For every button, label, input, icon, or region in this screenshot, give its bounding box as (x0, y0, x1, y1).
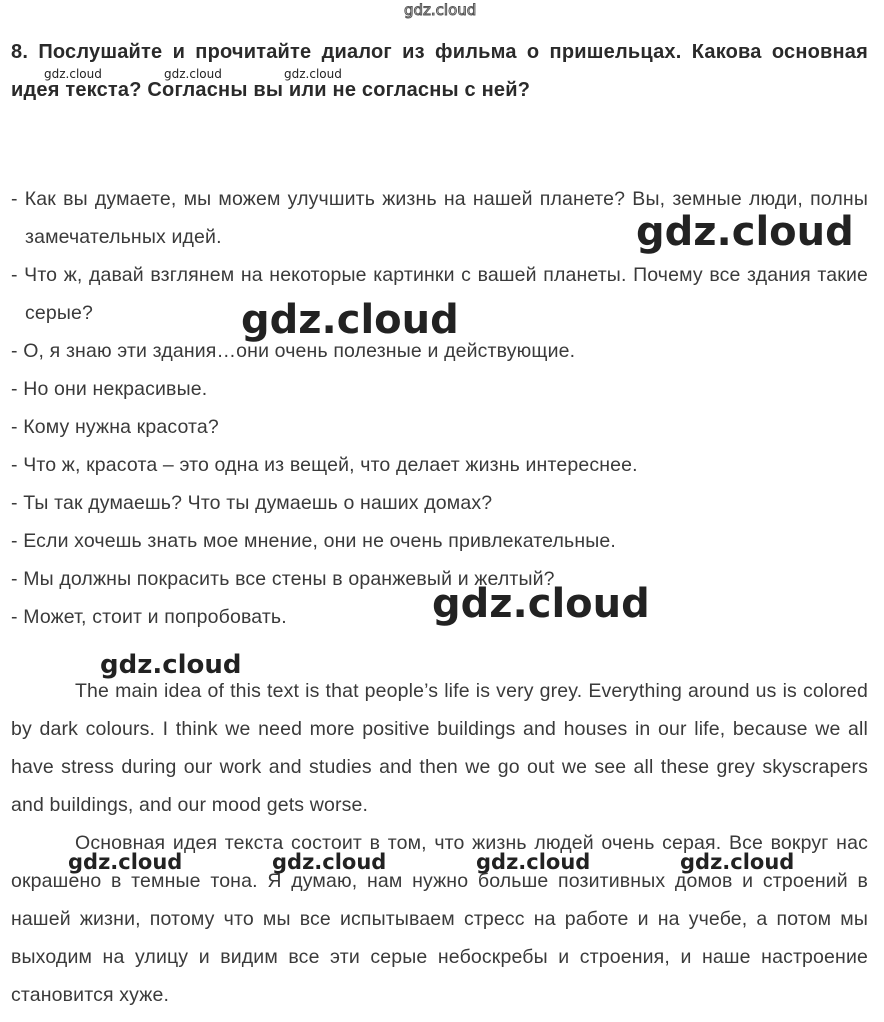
watermark-small: gdz.cloud (44, 67, 102, 81)
watermark-medium: gdz.cloud (100, 650, 242, 680)
dialog-line: - Мы должны покрасить все стены в оранжевый и желтый? (11, 568, 555, 590)
dialog-line: - Кому нужна красота? (11, 416, 219, 438)
dialog-line: - О, я знаю эти здания…они очень полезные и действующие. (11, 340, 576, 362)
answer-russian: Основная идея текста состоит в том, что жизнь людей очень серая. Все вокруг нас окрашено в темные тона. Я думаю, нам нужно больше позитивных домов и строений в нашей жизни, потому что мы все испытываем стресс на работе и на учебе, а потом мы выходим на улицу и видим все эти серые небоскребы и строения, и наше настроение становится хуже. (11, 832, 868, 1006)
watermark-row: gdz.cloud (68, 850, 183, 874)
task-heading: 8. Послушайте и прочитайте диалог из фильма о пришельцах. Какова основная идея текста? Согласны вы или не согласны с ней? (11, 41, 868, 101)
watermark-row: gdz.cloud (680, 850, 795, 874)
dialog-line: - Может, стоит и попробовать. (11, 606, 287, 628)
watermark-large: gdz.cloud (432, 581, 650, 627)
answer-english: The main idea of this text is that people’s life is very grey. Everything around us is colored by dark colours. I think we need more positive buildings and houses in our life, because we all have stress during our work and studies and then we go out we see all these grey skyscrapers and buildings, and our mood gets worse. (11, 680, 868, 816)
dialog-line: - Если хочешь знать мое мнение, они не очень привлекательные. (11, 530, 616, 552)
watermark-top: gdz.cloud (404, 1, 477, 19)
watermark-large: gdz.cloud (241, 297, 459, 343)
watermark-row: gdz.cloud (476, 850, 591, 874)
dialog-line: - Что ж, красота – это одна из вещей, что делает жизнь интереснее. (11, 454, 638, 476)
dialog-line: - Но они некрасивые. (11, 378, 208, 400)
watermark-large: gdz.cloud (636, 209, 854, 255)
dialog-line: - Ты так думаешь? Что ты думаешь о наших домах? (11, 492, 493, 514)
watermark-row: gdz.cloud (272, 850, 387, 874)
dialog-line: - Что ж, давай взглянем на некоторые картинки с вашей планеты. Почему все здания такие серые? (11, 264, 868, 324)
watermark-small: gdz.cloud (164, 67, 222, 81)
watermark-small: gdz.cloud (284, 67, 342, 81)
dialog-line: - Как вы думаете, мы можем улучшить жизнь на нашей планете? Вы, земные люди, полны замечательных идей. (11, 188, 868, 248)
